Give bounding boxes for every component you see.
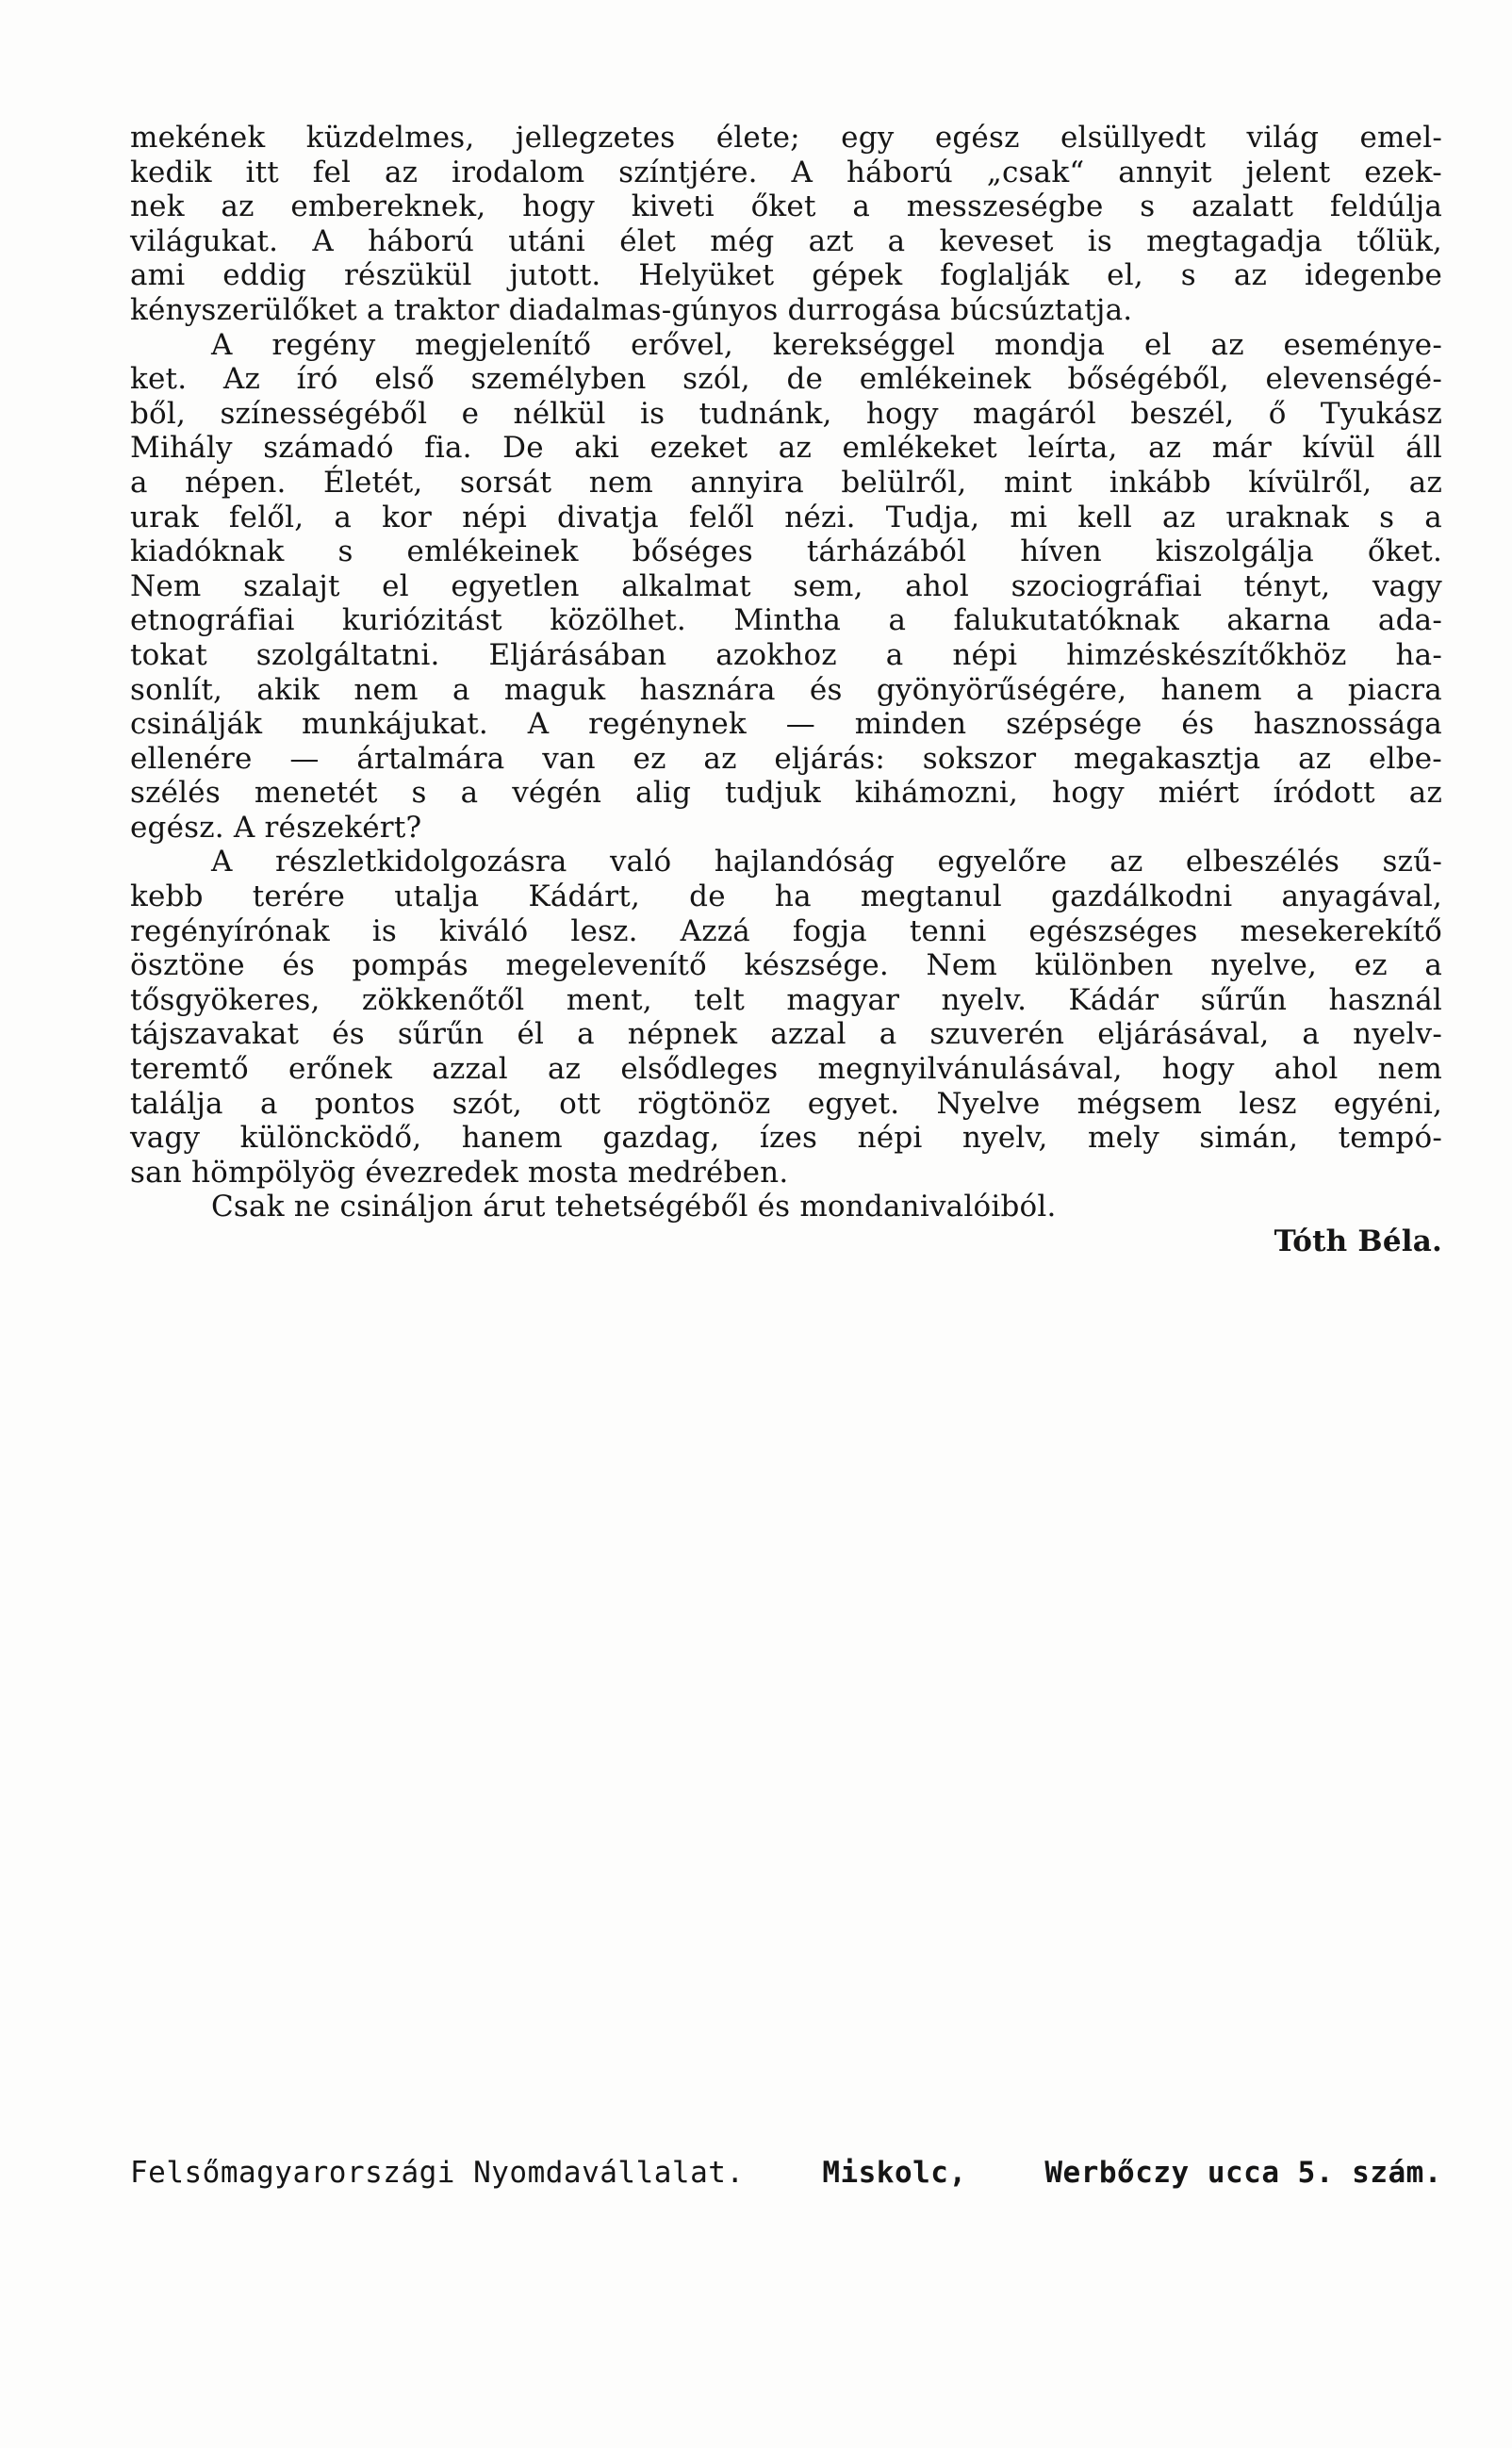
text-line: Mihály számadó fia. De aki ezeket az emlékeket leírta, az már kívül áll: [130, 431, 1442, 466]
text-line: ből, színességéből e nélkül is tudnánk, hogy magáról beszél, ő Tyukász: [130, 396, 1442, 431]
text-line: tősgyökeres, zökkenőtől ment, telt magyar nyelv. Kádár sűrűn használ: [130, 982, 1442, 1017]
author-signature: Tóth Béla.: [1274, 1224, 1442, 1258]
text-line: világukat. A háború utáni élet még azt a keveset is megtagadja tőlük,: [130, 223, 1442, 258]
text-line: kedik itt fel az irodalom színtjére. A háború „csak“ annyit jelent ezek-: [130, 155, 1442, 189]
text-line: tájszavakat és sűrűn él a népnek azzal a szuverén eljárásával, a nyelv-: [130, 1017, 1442, 1052]
printer-name: Felsőmagyarországi Nyomdavállalat.: [130, 2156, 745, 2190]
printer-city: Miskolc,: [822, 2156, 967, 2190]
text-line: Nem szalajt el egyetlen alkalmat sem, ahol szociográfiai tényt, vagy: [130, 568, 1442, 603]
text-line: a népen. Életét, sorsát nem annyira belülről, mint inkább kívülről, az: [130, 465, 1442, 500]
text-line: ami eddig részükül jutott. Helyüket gépek foglalják el, s az idegenbe: [130, 258, 1442, 293]
body-text: [130, 121, 1442, 1259]
text-line: találja a pontos szót, ott rögtönöz egyet. Nyelve mégsem lesz egyéni,: [130, 1086, 1442, 1121]
text-line: ellenére — ártalmára van ez az eljárás: sokszor megakasztja az elbe-: [130, 741, 1442, 776]
text-line: vagy különcködő, hanem gazdag, ízes népi nyelv, mely simán, tempó-: [130, 1121, 1442, 1156]
text-line: Csak ne csináljon árut tehetségéből és mondanivalóiból.: [211, 1190, 1057, 1224]
text-line: nek az embereknek, hogy kiveti őket a messzeségbe s azalatt feldúlja: [130, 189, 1442, 224]
text-line: san hömpölyög évezredek mosta medrében.: [130, 1155, 789, 1190]
text-line: csinálják munkájukat. A regénynek — minden szépsége és hasznossága: [130, 707, 1442, 742]
text-line: urak felől, a kor népi divatja felől nézi. Tudja, mi kell az uraknak s a: [130, 500, 1442, 534]
text-line: kiadóknak s emlékeinek bőséges tárházából híven kiszolgálja őket.: [130, 534, 1442, 569]
text-line: teremtő erőnek azzal az elsődleges megnyilvánulásával, hogy ahol nem: [130, 1052, 1442, 1087]
text-line: mekének küzdelmes, jellegzetes élete; egy egész elsüllyedt világ emel-: [130, 121, 1442, 155]
text-line: sonlít, akik nem a maguk hasznára és gyönyörűségére, hanem a piacra: [130, 672, 1442, 707]
printer-address: Werbőczy ucca 5. szám.: [1044, 2156, 1442, 2190]
text-line: szélés menetét s a végén alig tudjuk kihámozni, hogy miért íródott az: [130, 776, 1442, 811]
text-line: etnográfiai kuriózitást közölhet. Mintha a falukutatóknak akarna ada-: [130, 603, 1442, 638]
text-line: egész. A részekért?: [130, 810, 422, 845]
text-line: regényírónak is kiváló lesz. Azzá fogja tenni egészséges mesekerekítő: [130, 913, 1442, 948]
text-line: kényszerülőket a traktor diadalmas-gúnyos durrogása búcsúztatja.: [130, 292, 1133, 327]
text-line: A részletkidolgozásra való hajlandóság egyelőre az elbeszélés szű-: [211, 845, 1442, 879]
text-line: tokat szolgáltatni. Eljárásában azokhoz a népi himzéskészítőkhöz ha-: [130, 637, 1442, 672]
text-line: ösztöne és pompás megelevenítő készsége. Nem különben nyelve, ez a: [130, 948, 1442, 983]
text-line: kebb terére utalja Kádárt, de ha megtanul gazdálkodni anyagával,: [130, 879, 1442, 914]
printer-imprint: [130, 2149, 1442, 2196]
text-line: A regény megjelenítő erővel, kerekséggel mondja el az eseménye-: [211, 327, 1442, 362]
text-line: ket. Az író első személyben szól, de emlékeinek bőségéből, elevenségé-: [130, 362, 1442, 397]
